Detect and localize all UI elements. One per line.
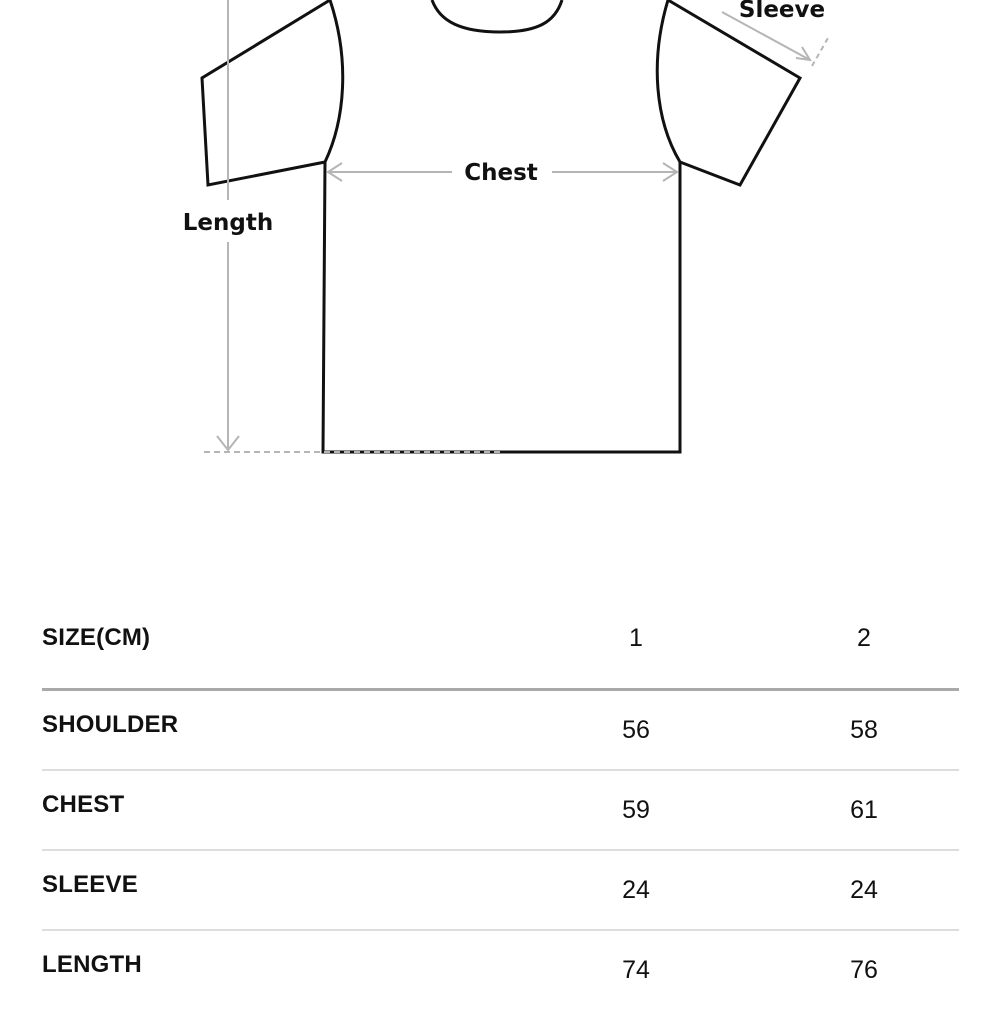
table-row-sleeve [42,851,959,931]
row-label: SHOULDER [42,711,179,738]
size-unit-header: SIZE(CM) [42,624,151,651]
row-label: LENGTH [42,951,142,978]
row-value-size-2: 61 [850,796,878,824]
sleeve-label: Sleeve [738,0,826,23]
row-value-size-1: 59 [622,796,650,824]
row-label: SLEEVE [42,871,138,898]
row-value-size-2: 76 [850,956,878,984]
chest-label: Chest [464,160,538,186]
row-label: CHEST [42,791,125,818]
table-row-length [42,931,959,1009]
table-header-row [42,600,959,691]
row-value-size-2: 58 [850,716,878,744]
table-row-chest [42,771,959,851]
row-value-size-2: 24 [850,876,878,904]
row-value-size-1: 24 [622,876,650,904]
row-value-size-1: 74 [622,956,650,984]
length-label: Length [182,210,274,236]
size-2-header: 2 [857,624,871,652]
table-row-shoulder [42,691,959,771]
size-chart-table [42,600,959,1009]
row-value-size-1: 56 [622,716,650,744]
neck-collar [432,0,562,32]
tshirt-outline [202,0,800,452]
size-1-header: 1 [629,624,643,652]
